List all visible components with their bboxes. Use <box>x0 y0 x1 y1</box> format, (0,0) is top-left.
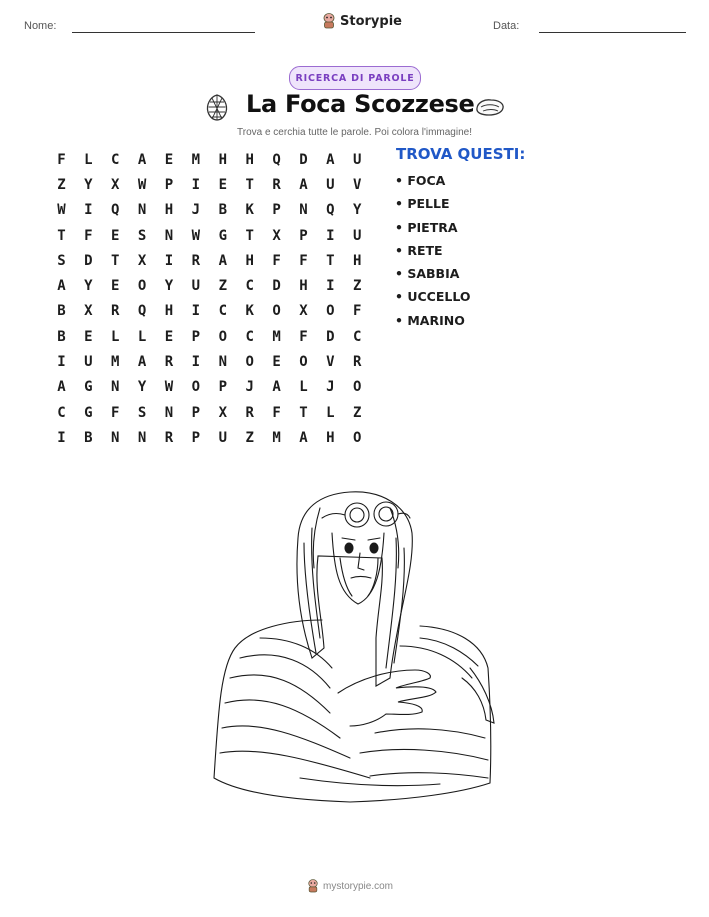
grid-letter[interactable]: E <box>164 151 174 168</box>
grid-letter[interactable]: I <box>191 176 201 193</box>
grid-letter[interactable]: W <box>137 176 147 193</box>
brand-logo <box>322 13 402 29</box>
grid-letter[interactable]: I <box>191 354 201 371</box>
grid-letter[interactable]: Z <box>218 278 227 295</box>
grid-letter[interactable]: Y <box>84 278 93 295</box>
grid-letter[interactable]: A <box>57 278 66 295</box>
footer-url: mystorypie.com <box>323 880 394 892</box>
word-search-grid <box>48 147 371 451</box>
name-label: Nome: <box>24 20 57 32</box>
grid-letter[interactable]: A <box>137 151 147 168</box>
word-item: • RETE <box>395 241 471 264</box>
grid-letter[interactable]: D <box>84 252 93 269</box>
grid-letter[interactable]: P <box>191 404 201 421</box>
grid-letter[interactable]: N <box>111 429 120 446</box>
grid-letter[interactable]: O <box>353 429 362 446</box>
grid-letter[interactable]: X <box>218 404 227 421</box>
grid-letter[interactable]: O <box>137 278 147 295</box>
grid-letter[interactable]: B <box>57 303 66 320</box>
storypie-mascot-icon <box>307 879 319 893</box>
grid-letter[interactable]: L <box>111 328 120 345</box>
grid-letter[interactable]: Y <box>164 278 174 295</box>
grid-letter[interactable]: H <box>245 151 254 168</box>
grid-letter[interactable]: D <box>326 328 335 345</box>
date-line <box>539 32 686 33</box>
grid-letter[interactable]: N <box>137 202 147 219</box>
grid-letter[interactable]: H <box>326 429 335 446</box>
grid-letter[interactable]: C <box>245 278 254 295</box>
grid-letter[interactable]: L <box>326 404 335 421</box>
grid-letter[interactable]: G <box>84 379 93 396</box>
word-item: • SABBIA <box>395 264 471 287</box>
grid-letter[interactable]: N <box>218 354 227 371</box>
date-label: Data: <box>493 20 520 32</box>
grid-letter[interactable]: E <box>111 278 120 295</box>
grid-letter[interactable]: C <box>111 151 120 168</box>
grid-letter[interactable]: H <box>164 303 174 320</box>
grid-letter[interactable]: I <box>57 354 66 371</box>
grid-letter[interactable]: J <box>245 379 254 396</box>
grid-letter[interactable]: H <box>353 252 362 269</box>
grid-letter[interactable]: S <box>137 404 147 421</box>
grid-letter[interactable]: Y <box>353 202 362 219</box>
grid-letter[interactable]: N <box>137 429 147 446</box>
grid-letter[interactable]: T <box>57 227 66 244</box>
grid-letter[interactable]: N <box>111 379 120 396</box>
grid-letter[interactable]: C <box>245 328 254 345</box>
grid-letter[interactable]: W <box>57 202 66 219</box>
grid-letter[interactable]: E <box>272 354 281 371</box>
grid-letter[interactable]: T <box>245 176 254 193</box>
pinecone-icon <box>204 93 230 121</box>
grid-letter[interactable]: T <box>299 404 308 421</box>
grid-letter[interactable]: Q <box>326 202 335 219</box>
grid-letter[interactable]: N <box>164 227 174 244</box>
grid-letter[interactable]: F <box>84 227 93 244</box>
grid-letter[interactable]: A <box>299 429 308 446</box>
grid-letter[interactable]: U <box>84 354 93 371</box>
grid-letter[interactable]: Z <box>57 176 66 193</box>
grid-letter[interactable]: A <box>57 379 66 396</box>
grid-letter[interactable]: F <box>353 303 362 320</box>
grid-letter[interactable]: M <box>272 429 281 446</box>
grid-letter[interactable]: U <box>353 151 362 168</box>
grid-letter[interactable]: C <box>218 303 227 320</box>
grid-letter[interactable]: R <box>272 176 281 193</box>
stone-icon <box>474 97 506 117</box>
grid-letter[interactable]: K <box>245 202 254 219</box>
grid-letter[interactable]: L <box>137 328 147 345</box>
grid-letter[interactable]: U <box>353 227 362 244</box>
grid-letter[interactable]: A <box>218 252 227 269</box>
grid-letter[interactable]: R <box>164 429 174 446</box>
grid-letter[interactable]: G <box>218 227 227 244</box>
grid-letter[interactable]: J <box>326 379 335 396</box>
name-line <box>72 32 255 33</box>
grid-letter[interactable]: C <box>353 328 362 345</box>
grid-letter[interactable]: P <box>191 328 201 345</box>
grid-letter[interactable]: O <box>191 379 201 396</box>
grid-letter[interactable]: H <box>245 252 254 269</box>
grid-letter[interactable]: P <box>191 429 201 446</box>
grid-letter[interactable]: T <box>326 252 335 269</box>
grid-letter[interactable]: Z <box>353 278 362 295</box>
grid-letter[interactable]: X <box>299 303 308 320</box>
grid-letter[interactable]: M <box>111 354 120 371</box>
footer <box>307 879 393 893</box>
grid-letter[interactable]: O <box>218 328 227 345</box>
grid-letter[interactable]: H <box>164 202 174 219</box>
grid-letter[interactable]: U <box>218 429 227 446</box>
grid-letter[interactable]: G <box>84 404 93 421</box>
word-item: • MARINO <box>395 311 471 334</box>
grid-letter[interactable]: T <box>245 227 254 244</box>
grid-letter[interactable]: A <box>326 151 335 168</box>
grid-letter[interactable]: S <box>57 252 66 269</box>
grid-letter[interactable]: E <box>111 227 120 244</box>
grid-letter[interactable]: U <box>191 278 201 295</box>
grid-letter[interactable]: P <box>164 176 174 193</box>
grid-letter[interactable]: R <box>191 252 201 269</box>
grid-letter[interactable]: F <box>272 404 281 421</box>
grid-letter[interactable]: R <box>245 404 254 421</box>
grid-letter[interactable]: R <box>111 303 120 320</box>
grid-letter[interactable]: X <box>272 227 281 244</box>
grid-letter[interactable]: I <box>326 278 335 295</box>
grid-letter[interactable]: F <box>272 252 281 269</box>
grid-letter[interactable]: X <box>84 303 93 320</box>
grid-letter[interactable]: B <box>57 328 66 345</box>
word-item: • PELLE <box>395 194 471 217</box>
grid-letter[interactable]: F <box>299 328 308 345</box>
grid-letter[interactable]: A <box>137 354 147 371</box>
grid-letter[interactable]: I <box>164 252 174 269</box>
grid-letter[interactable]: O <box>272 303 281 320</box>
grid-letter[interactable]: Z <box>245 429 254 446</box>
word-item: • UCCELLO <box>395 287 471 310</box>
grid-letter[interactable]: Q <box>137 303 147 320</box>
grid-letter[interactable]: P <box>272 202 281 219</box>
grid-letter[interactable]: P <box>218 379 227 396</box>
brand-name: Storypie <box>340 13 402 29</box>
grid-letter[interactable]: F <box>57 151 66 168</box>
word-item: • PIETRA <box>395 218 471 241</box>
grid-letter[interactable]: M <box>191 151 201 168</box>
storypie-mascot-icon <box>322 13 336 29</box>
word-list <box>395 171 471 334</box>
instructions: Trova e cerchia tutte le parole. Poi colora l'immagine! <box>237 127 472 138</box>
grid-letter[interactable]: J <box>191 202 201 219</box>
grid-letter[interactable]: A <box>299 176 308 193</box>
grid-letter[interactable]: N <box>299 202 308 219</box>
grid-letter[interactable]: M <box>272 328 281 345</box>
grid-letter[interactable]: H <box>218 151 227 168</box>
grid-letter[interactable]: S <box>137 227 147 244</box>
grid-letter[interactable]: E <box>218 176 227 193</box>
grid-letter[interactable]: D <box>272 278 281 295</box>
page-title: La Foca Scozzese <box>246 90 475 118</box>
grid-letter[interactable]: P <box>299 227 308 244</box>
grid-letter[interactable]: A <box>272 379 281 396</box>
grid-letter[interactable]: L <box>299 379 308 396</box>
grid-letter[interactable]: O <box>299 354 308 371</box>
grid-letter[interactable]: H <box>299 278 308 295</box>
selkie-coloring-illustration <box>200 488 510 808</box>
grid-letter[interactable]: E <box>164 328 174 345</box>
grid-letter[interactable]: I <box>57 429 66 446</box>
grid-letter[interactable]: R <box>164 354 174 371</box>
grid-letter[interactable]: V <box>353 176 362 193</box>
grid-letter[interactable]: V <box>326 354 335 371</box>
activity-badge: RICERCA DI PAROLE <box>289 66 421 90</box>
grid-letter[interactable]: B <box>84 429 93 446</box>
grid-letter[interactable]: N <box>164 404 174 421</box>
grid-letter[interactable]: O <box>326 303 335 320</box>
grid-letter[interactable]: F <box>111 404 120 421</box>
grid-letter[interactable]: F <box>299 252 308 269</box>
grid-letter[interactable]: C <box>57 404 66 421</box>
grid-letter[interactable]: O <box>245 354 254 371</box>
grid-letter[interactable]: L <box>84 151 93 168</box>
grid-letter[interactable]: Z <box>353 404 362 421</box>
grid-letter[interactable]: Q <box>111 202 120 219</box>
grid-letter[interactable]: W <box>164 379 174 396</box>
grid-letter[interactable]: X <box>137 252 147 269</box>
grid-letter[interactable]: E <box>84 328 93 345</box>
grid-letter[interactable]: X <box>111 176 120 193</box>
grid-letter[interactable]: Y <box>137 379 147 396</box>
grid-letter[interactable]: I <box>326 227 335 244</box>
word-list-title: TROVA QUESTI: <box>396 145 526 163</box>
grid-letter[interactable]: D <box>299 151 308 168</box>
grid-letter[interactable]: T <box>111 252 120 269</box>
title-row <box>0 90 709 126</box>
grid-letter[interactable]: U <box>326 176 335 193</box>
grid-letter[interactable]: K <box>245 303 254 320</box>
grid-letter[interactable]: Q <box>272 151 281 168</box>
grid-letter[interactable]: W <box>191 227 201 244</box>
grid-letter[interactable]: I <box>84 202 93 219</box>
word-item: • FOCA <box>395 171 471 194</box>
grid-letter[interactable]: I <box>191 303 201 320</box>
grid-letter[interactable]: B <box>218 202 227 219</box>
grid-letter[interactable]: Y <box>84 176 93 193</box>
grid-letter[interactable]: R <box>353 354 362 371</box>
grid-letter[interactable]: O <box>353 379 362 396</box>
